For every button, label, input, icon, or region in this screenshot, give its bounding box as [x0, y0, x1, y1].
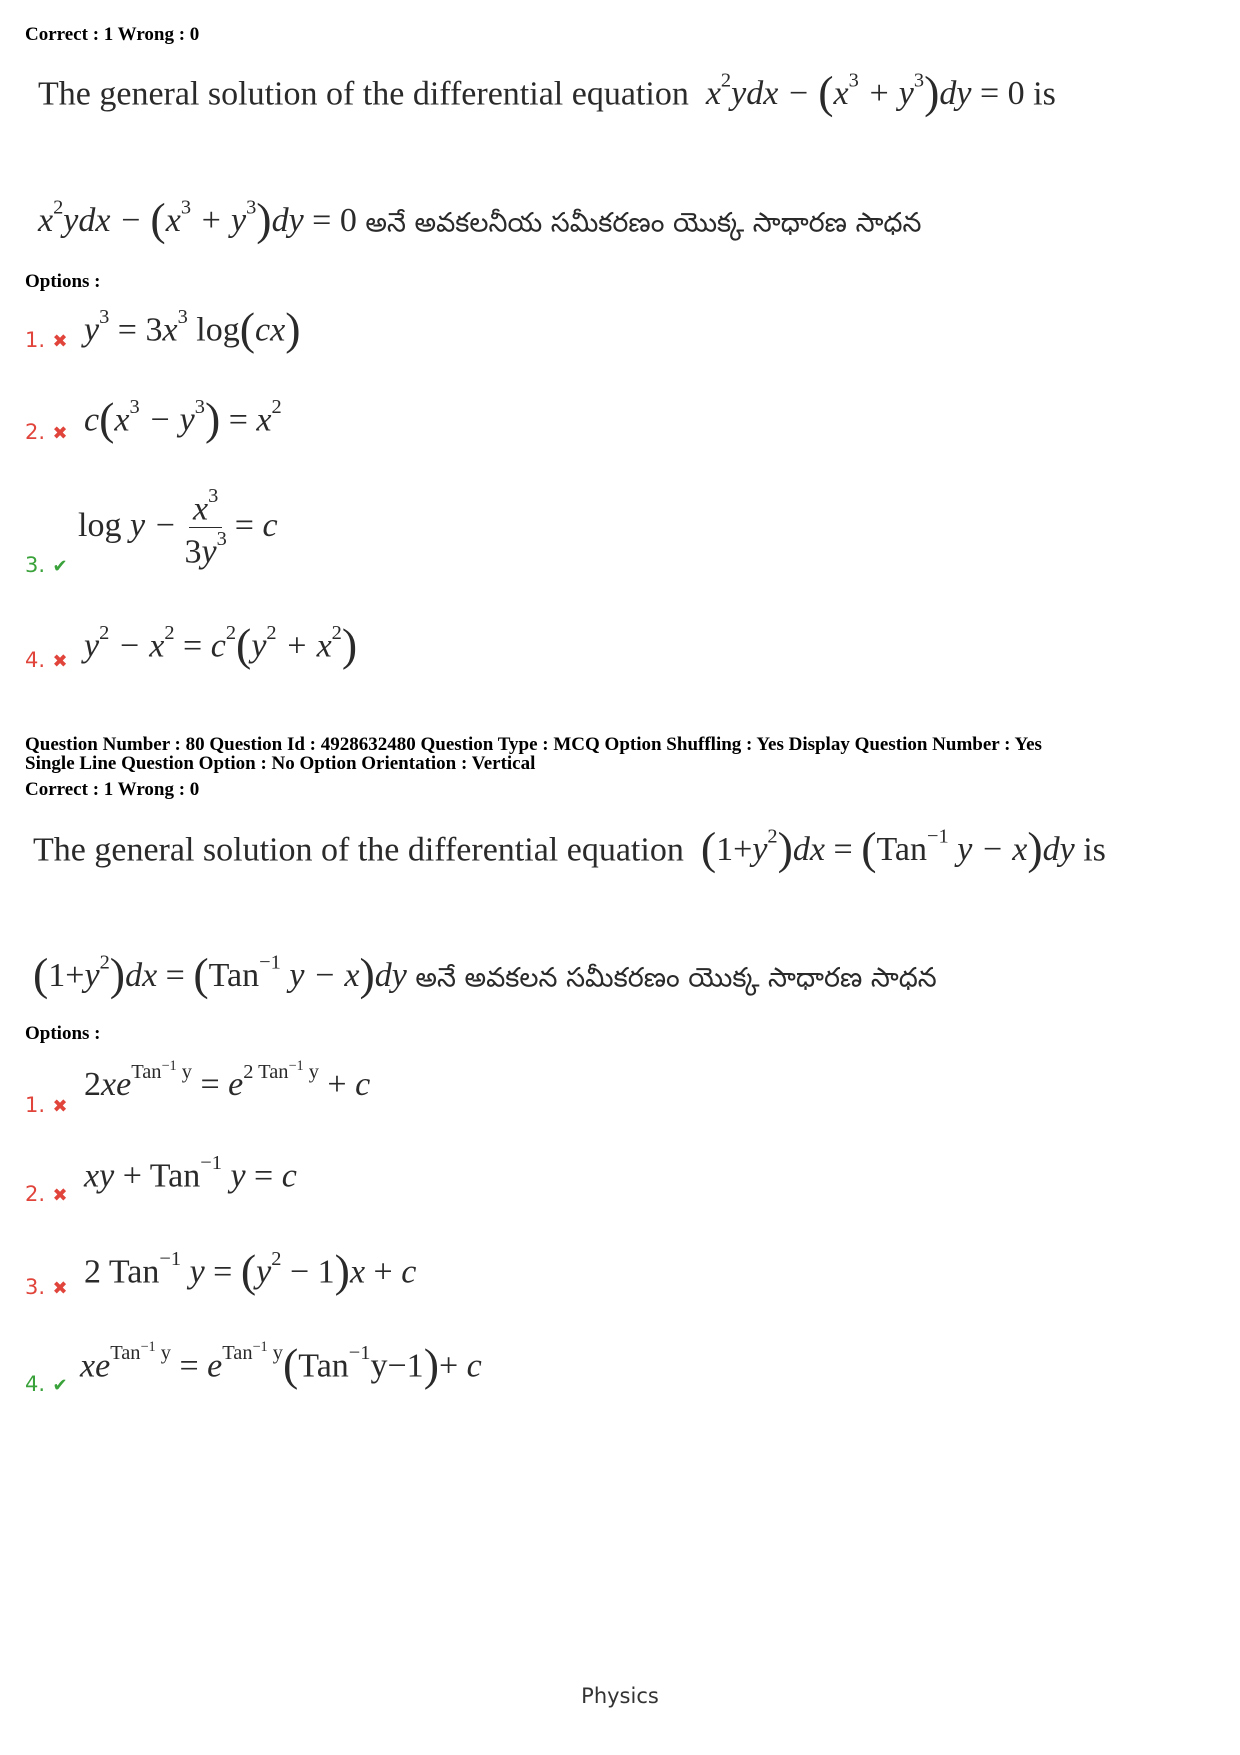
option-number: 2. [25, 1182, 46, 1206]
q2-equation-te: $(1+y^2)dx = (Tan^{-1}$ y − x)dy [33, 949, 407, 1000]
cross-icon: ✖ [52, 1185, 68, 1206]
option-number: 3. [25, 1275, 46, 1299]
check-icon: ✔ [52, 556, 68, 577]
option-number: 4. [25, 1372, 46, 1396]
q1-option-2: $c(x^3 - y^3) = x^2$ [84, 393, 282, 444]
q2-question-te [33, 948, 937, 1001]
q2-options-label: Options : [25, 1023, 101, 1044]
q1-question-en-prefix: The general solution of the differential equation [38, 75, 689, 113]
q2-question-en [33, 822, 1106, 875]
check-icon: ✔ [52, 1375, 68, 1396]
q2-meta-line1: Question Number : 80 Question Id : 4928632480 Question Type : MCQ Option Shuffling : Yes Display Question Number : Yes [25, 734, 1042, 755]
q1-option-3-number [25, 553, 69, 577]
cross-icon: ✖ [52, 1278, 68, 1299]
q2-question-te-text: అనే అవకలన సమీకరణం యొక్క సాధారణ సాధన [415, 962, 937, 994]
q1-question-en-suffix: is [1033, 75, 1056, 113]
q1-question-te-text: అనే అవకలనీయ సమీకరణం యొక్క సాధారణ సాధన [365, 207, 922, 239]
q2-option-3: 2 Tan$^{-1}$ $y = (y^2 - 1)x + c$ [84, 1245, 417, 1296]
q2-option-2-number [25, 1182, 69, 1206]
option-number: 1. [25, 1093, 46, 1117]
q1-equation: $x^2ydx - (x^3 + y^3)dy = 0$ [697, 67, 1025, 118]
cross-icon: ✖ [52, 423, 68, 444]
cross-icon: ✖ [52, 331, 68, 352]
q2-option-3-number [25, 1275, 69, 1299]
cross-icon: ✖ [52, 651, 68, 672]
q1-equation-te: $x^2ydx - (x^3 + y^3)dy = 0$ [38, 194, 357, 245]
cross-icon: ✖ [52, 1096, 68, 1117]
option-number: 2. [25, 420, 46, 444]
q2-stats: Correct : 1 Wrong : 0 [25, 779, 200, 800]
q2-question-en-suffix: is [1083, 831, 1106, 869]
q1-option-3: log y − $\frac{x^3}{3y^3}$ = c [78, 485, 278, 571]
q1-option-4-number [25, 648, 69, 672]
option-number: 4. [25, 648, 46, 672]
q2-option-1: $2xe^{Tan^{-1} y} = e^{2 Tan^{-1} y} + c$ [84, 1058, 371, 1104]
q1-option-1: $y^3 = 3x^3$ log(cx) [84, 303, 301, 354]
q1-option-4: $y^2 - x^2 = c^2(y^2 + x^2)$ [84, 619, 358, 670]
page-footer: Physics [581, 1684, 659, 1708]
q1-stats: Correct : 1 Wrong : 0 [25, 24, 200, 45]
q2-option-4-number [25, 1372, 69, 1396]
option-number: 1. [25, 328, 46, 352]
q1-question-te [38, 193, 921, 246]
q2-meta-line2: Single Line Question Option : No Option Orientation : Vertical [25, 753, 536, 774]
q1-options-label: Options : [25, 271, 101, 292]
q1-option-1-number [25, 328, 69, 352]
q2-equation: $(1+y^2)dx = (Tan^{-1}$ y − x)dy [700, 823, 1075, 874]
q1-option-2-number [25, 420, 69, 444]
q2-question-en-prefix: The general solution of the differential equation [33, 831, 684, 869]
option-number: 3. [25, 553, 46, 577]
q2-option-1-number [25, 1093, 69, 1117]
q2-option-4: $xe^{Tan^{-1} y} = e^{Tan^{-1} y}(Tan^{-1}y-1)+ c$ [80, 1339, 482, 1390]
q2-option-2: xy + Tan$^{-1}$ y = c [84, 1152, 297, 1195]
q1-question-en [38, 66, 1056, 119]
